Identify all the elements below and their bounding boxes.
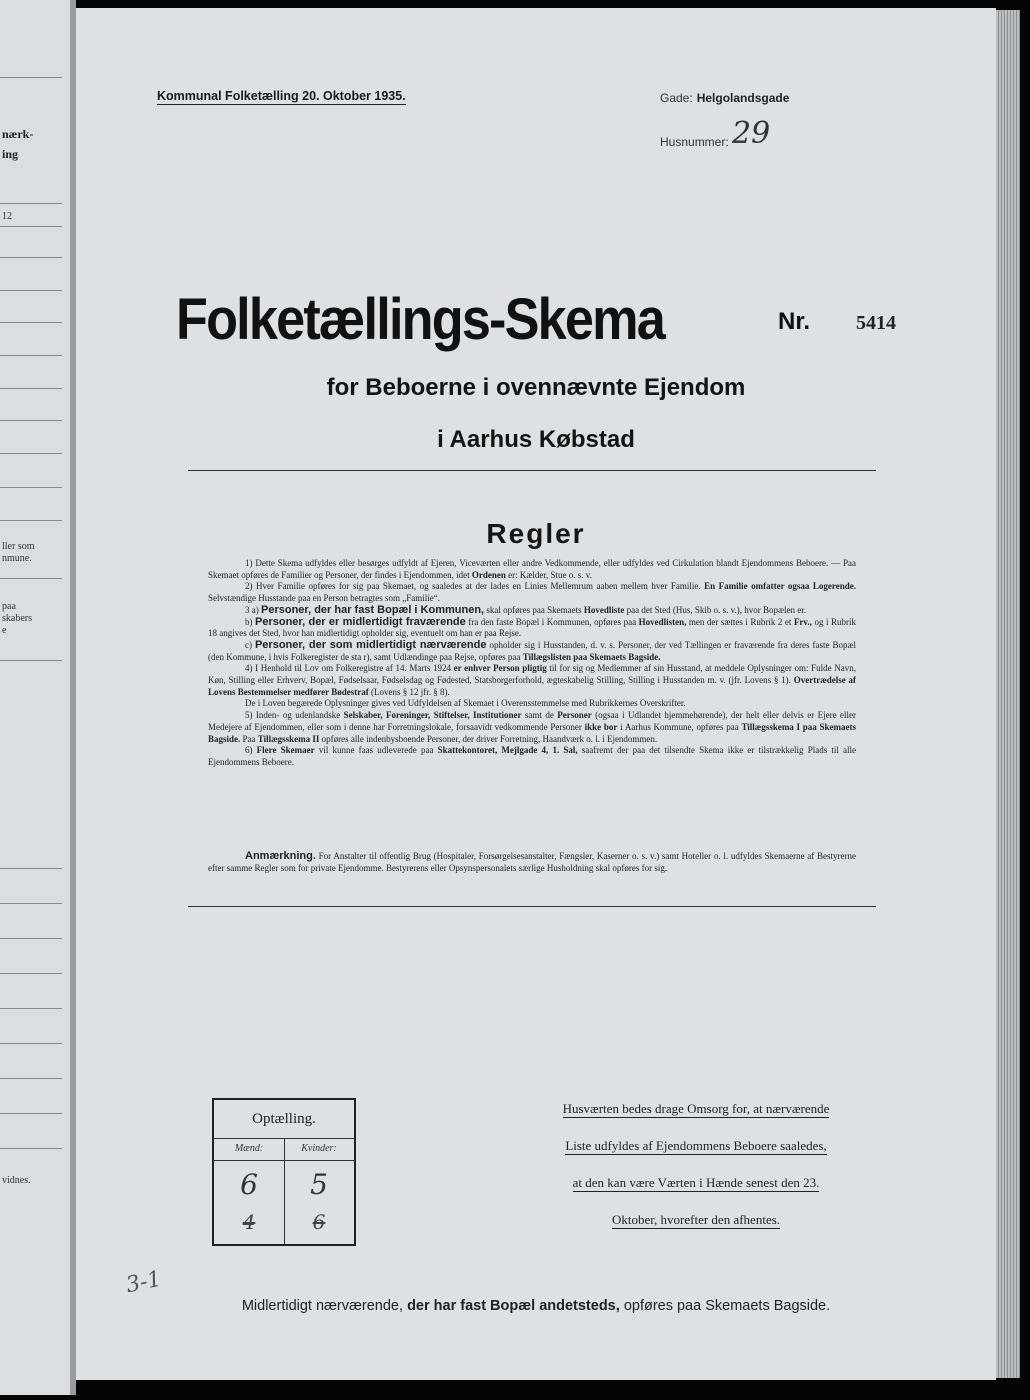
men-label: Mænd: xyxy=(214,1138,284,1161)
rules-text xyxy=(208,558,856,769)
notice-line: Liste udfyldes af Ejendommens Beboere saaledes, xyxy=(565,1138,827,1153)
women-count: 5 xyxy=(310,1168,328,1201)
rule-3b: b) Personer, der er midlertidigt fraværende fra den faste Bopæl i Kommunen, opføres paa Hovedlisten, men der sættes i Rubrik 2 et Frv., og i Rubrik 18 angives det Sted, hvor han midlertidigt opholder sig, eventuelt om han er paa Rejse. xyxy=(208,615,856,639)
rule-3a: 3 a) Personer, der har fast Bopæl i Kommunen, skal opføres paa Skemaets Hovedliste paa det Sted (Hus, Skib o. s. v.), hvor Bopælen er. xyxy=(245,603,806,616)
census-header: Kommunal Folketælling 20. Oktober 1935. xyxy=(157,89,406,103)
rule-4: 4) I Henhold til Lov om Folkeregistre af 14. Marts 1924 er enhver Person pligtig til for sig og Medlemmer af sin Husstand, at meddele Oplysninger om: Fulde Navn, Køn, Stilling eller Erhverv, Bopæl, Fødselsaar, Fødselsdag og Fødested, Statsborgerforhold, ægteskabelig Stilling, Stilling i Husstanden m. v. (jfr. Lovens § 1). Overtrædelse af Lovens Bestemmelser medfører Bødestraf (Lovens § 12 jfr. § 8). xyxy=(208,663,857,697)
women-count-crossed: 6 xyxy=(312,1210,326,1234)
form-title: Folketællings-Skema xyxy=(176,287,664,352)
form-number-value: 5414 xyxy=(856,312,896,334)
left-fragment: 12 xyxy=(2,211,12,222)
form-subtitle-2: i Aarhus Købstad xyxy=(437,426,635,453)
house-number-label: Husnummer: xyxy=(660,135,729,149)
divider-top xyxy=(188,470,876,471)
rules-heading: Regler xyxy=(486,518,586,549)
street-label: Gade: xyxy=(660,91,693,105)
form-subtitle-1: for Beboerne i ovennævnte Ejendom xyxy=(326,374,746,401)
left-fragment: nmune. xyxy=(2,553,32,564)
notice-line: at den kan være Værten i Hænde senest den 23. xyxy=(572,1175,820,1190)
street-field xyxy=(660,91,789,105)
left-fragment: e xyxy=(2,625,7,636)
page-stack-edge xyxy=(996,10,1020,1378)
rule-3c: c) Personer, der som midlertidigt nærværende opholder sig i Husstanden, d. v. s. Personer, der ved Tællingen er fraværende fra deres faste Bopæl (den Kommune, i hvis Folkeregister de sta r), samt Udlændinge paa Rejse, opføres paa Tillægslisten paa Skemaets Bagside. xyxy=(208,638,856,662)
rule-2: 2) Hver Familie opføres for sig paa Skemaet, og saaledes at der lades en Linies Mellemrum aaben mellem hver Familie. En Familie omfatter ogsaa Logerende. Selvstændige Husstande paa en Person betragtes som „Familie“. xyxy=(208,581,856,604)
notice-line: Oktober, hvorefter den afhentes. xyxy=(611,1212,781,1227)
street-value: Helgolandsgade xyxy=(696,91,790,105)
women-label: Kvinder: xyxy=(284,1138,354,1161)
rule-4b: De i Loven begærede Oplysninger gives ved Udfyldelsen af Skemaet i Overensstemmelse med Rubrikkernes Overskrifter. xyxy=(245,698,686,709)
men-count: 6 xyxy=(240,1168,258,1201)
handwritten-mark: 3-1 xyxy=(123,1266,164,1299)
rule-1: 1) Dette Skema udfyldes eller besørges udfyldt af Ejeren, Viceværten eller andre Vedkommende, eller udfyldes ved Cirkulation blandt Ejendommens Beboere. — Paa Skemaet opføres de Familier og Personer, der findes i Ejendommen, idet Ordenen er: Kælder, Stue o. s. v. xyxy=(208,558,856,580)
divider-bottom xyxy=(188,906,876,907)
left-fragment: ller som xyxy=(2,541,35,552)
left-fragment: vidnes. xyxy=(2,1175,31,1186)
notice-line: Husværten bedes drage Omsorg for, at nærværende xyxy=(562,1101,830,1116)
left-fragment: skabers xyxy=(2,613,32,624)
remark-label: Anmærkning. xyxy=(245,850,316,862)
left-fragment: ing xyxy=(2,147,19,161)
count-title: Optælling. xyxy=(214,1100,354,1139)
left-fragment: paa xyxy=(2,601,16,612)
men-count-crossed: 4 xyxy=(242,1210,256,1234)
house-number-value: 29 xyxy=(732,116,771,151)
count-box xyxy=(212,1098,356,1246)
landlord-notice xyxy=(496,1101,896,1249)
remark-text: Anmærkning. For Anstalter til offentlig Brug (Hospitaler, Forsørgelsesanstalter, Fængsler, Kaserner o. s. v.) samt Hoteller o. l. udfyldes Skemaerne af Bestyrerne efter samme Regler som for private Ejendomme. Bestyrerens eller Opsynspersonalets særlige Husholdning skal opføres for sig. xyxy=(208,850,857,873)
census-form-page xyxy=(76,8,996,1380)
form-number-label: Nr. xyxy=(778,308,811,335)
footer-note: Midlertidigt nærværende, der har fast Bopæl andetsteds, opføres paa Skemaets Bagside. xyxy=(241,1298,831,1314)
rule-6: 6) Flere Skemaer vil kunne faas udleverede paa Skattekontoret, Mejlgade 4, 1. Sal, saafremt der paa det tilsendte Skema ikke er tilstrækkelig Plads til alle Ejendommens Beboere. xyxy=(208,745,857,767)
left-fragment: nærk- xyxy=(2,127,34,141)
left-page-margin xyxy=(0,0,72,1395)
rule-5: 5) Inden- og udenlandske Selskaber, Foreninger, Stiftelser, Institutioner samt de Personer (ogsaa i Udlandet hjemmehørende), der helt eller delvis er Ejere eller Medejere af Ejendommen, eller som i denne har Forretningslokale, forsaavidt vedkommende Personer ikke bor i Aarhus Kommune, opføres paa Tillægsskema I paa Skemaets Bagside. Paa Tillægsskema II opføres alle indenbysboende Personer, der driver Forretning, Haandværk o. l. i Ejendommen. xyxy=(208,710,857,744)
